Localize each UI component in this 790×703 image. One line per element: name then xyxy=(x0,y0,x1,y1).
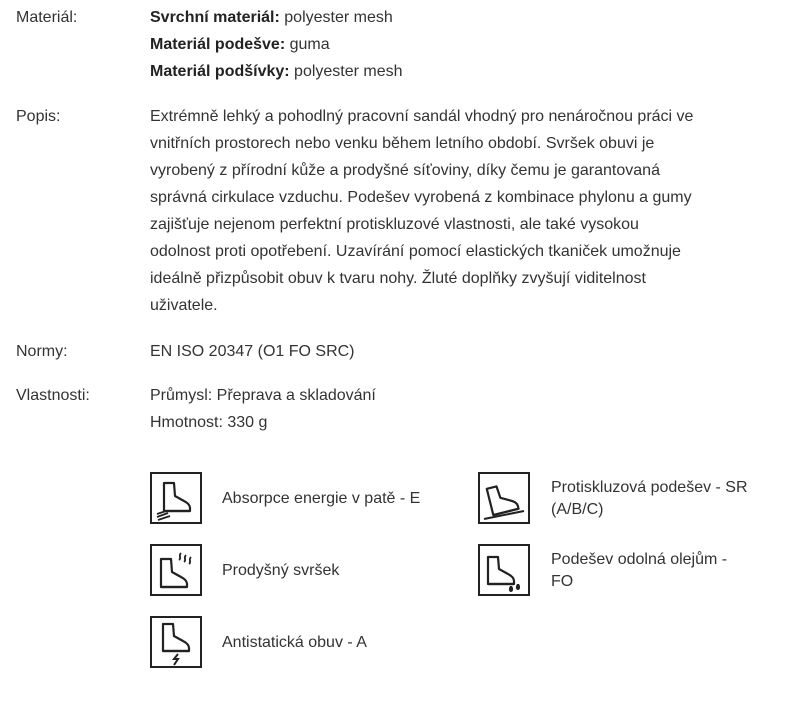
boot-antistatic-icon xyxy=(150,616,202,668)
popis-line: uživatele. xyxy=(150,297,218,314)
popis-text xyxy=(150,103,770,319)
vlastnosti-line: Průmysl: Přeprava a skladování xyxy=(150,387,376,404)
material-value: guma xyxy=(285,36,330,53)
feature-energy-text: Absorpce energie v patě - E xyxy=(222,490,421,507)
feature-oil-text xyxy=(551,549,727,593)
material-key: Materiál podešve: xyxy=(150,36,286,53)
material-key: Svrchní materiál: xyxy=(150,9,280,26)
material-value: polyester mesh xyxy=(289,63,403,80)
popis-line: odolnost proti opotřebení. Uzavírání pomocí elastických tkaniček umožnuje xyxy=(150,243,681,260)
feature-antistatic-text: Antistatická obuv - A xyxy=(222,634,367,651)
popis-line: zajišťuje nejenom perfektní protiskluzové vlastnosti, ale také vysokou xyxy=(150,216,639,233)
vlastnosti-values xyxy=(150,382,770,436)
feature-slip-line: (A/B/C) xyxy=(551,501,604,518)
vlastnosti-label: Vlastnosti: xyxy=(16,387,90,404)
popis-line: Extrémně lehký a pohodlný pracovní sandál vhodný pro nenáročnou práci ve xyxy=(150,108,694,125)
popis-line: vyrobený z přírodní kůže a prodyšné síťoviny, díky čemu je garantovaná xyxy=(150,162,660,179)
normy-label: Normy: xyxy=(16,343,68,360)
boot-oil-resistant-icon xyxy=(478,544,530,596)
feature-slip-line: Protiskluzová podešev - SR xyxy=(551,479,748,496)
material-value: polyester mesh xyxy=(279,9,393,26)
boot-energy-absorption-icon xyxy=(150,472,202,524)
feature-breathable-text: Prodyšný svršek xyxy=(222,562,340,579)
boot-breathable-icon xyxy=(150,544,202,596)
normy-value: EN ISO 20347 (O1 FO SRC) xyxy=(150,343,355,360)
material-label: Materiál: xyxy=(16,9,78,26)
material-values xyxy=(150,4,770,85)
popis-label: Popis: xyxy=(16,108,61,125)
popis-line: správná cirkulace vzduchu. Podešev vyrobená z kombinace phylonu a gumy xyxy=(150,189,692,206)
boot-slip-resistant-icon xyxy=(478,472,530,524)
feature-oil-line: Podešev odolná olejům - xyxy=(551,551,728,568)
material-line xyxy=(150,58,770,85)
feature-oil-line: FO xyxy=(551,573,574,590)
feature-slip-text xyxy=(551,477,748,521)
material-line xyxy=(150,4,770,31)
popis-line: vnitřních prostorech nebo venku během letního období. Svršek obuvi je xyxy=(150,135,655,152)
material-key: Materiál podšívky: xyxy=(150,63,290,80)
popis-line: ideálně přizpůsobit obuv k tvaru nohy. Žluté doplňky zvyšují viditelnost xyxy=(150,270,646,287)
vlastnosti-line: Hmotnost: 330 g xyxy=(150,414,268,431)
material-line xyxy=(150,31,770,58)
